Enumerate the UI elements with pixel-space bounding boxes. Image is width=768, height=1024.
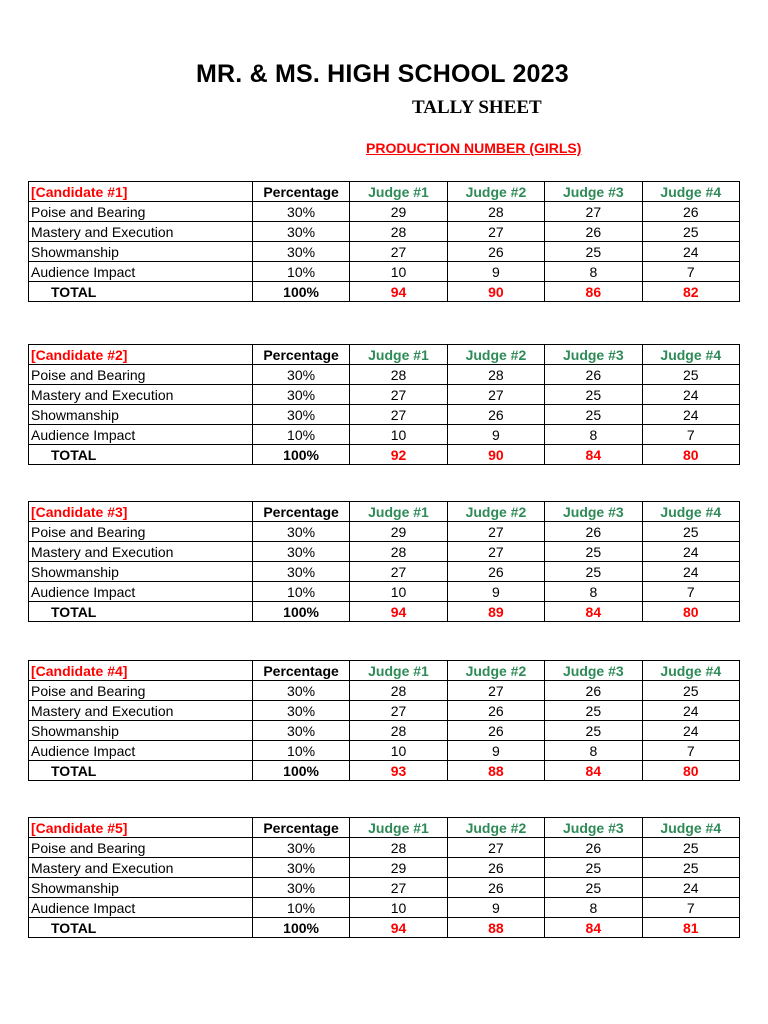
- judge-3-score: 8: [545, 262, 642, 282]
- document-title: MR. & MS. HIGH SCHOOL 2023: [196, 60, 569, 88]
- judge-4-score: 25: [642, 522, 739, 542]
- judge-1-total: 92: [350, 445, 447, 465]
- judge-1-header: Judge #1: [350, 182, 447, 202]
- table-row: [29, 838, 740, 858]
- judge-3-score: 27: [545, 202, 642, 222]
- tally-table-candidate-1: [28, 181, 740, 302]
- judge-1-score: 10: [350, 582, 447, 602]
- total-percentage: 100%: [252, 761, 349, 781]
- table-row: [29, 385, 740, 405]
- judge-3-total: 84: [545, 602, 642, 622]
- percentage-header: Percentage: [252, 502, 349, 522]
- judge-4-score: 7: [642, 262, 739, 282]
- judge-2-score: 27: [447, 838, 544, 858]
- judge-2-total: 88: [447, 918, 544, 938]
- judge-2-score: 27: [447, 542, 544, 562]
- criterion-label: Mastery and Execution: [29, 858, 253, 878]
- table-row: [29, 242, 740, 262]
- judge-1-score: 10: [350, 425, 447, 445]
- judge-2-header: Judge #2: [447, 345, 544, 365]
- table-row: [29, 522, 740, 542]
- judge-4-header: Judge #4: [642, 661, 739, 681]
- table-row: [29, 562, 740, 582]
- criterion-label: Mastery and Execution: [29, 701, 253, 721]
- judge-4-total: 80: [642, 761, 739, 781]
- judge-1-score: 28: [350, 222, 447, 242]
- judge-2-score: 26: [447, 721, 544, 741]
- table-row: [29, 858, 740, 878]
- judge-1-score: 27: [350, 405, 447, 425]
- criterion-label: Poise and Bearing: [29, 681, 253, 701]
- criterion-percentage: 30%: [252, 838, 349, 858]
- judge-2-total: 89: [447, 602, 544, 622]
- table-row: [29, 202, 740, 222]
- table-header-row: [29, 502, 740, 522]
- table-row: [29, 222, 740, 242]
- judge-1-score: 10: [350, 262, 447, 282]
- criterion-percentage: 10%: [252, 262, 349, 282]
- section-title: PRODUCTION NUMBER (GIRLS): [366, 140, 582, 156]
- judge-2-score: 27: [447, 681, 544, 701]
- judge-3-score: 25: [545, 878, 642, 898]
- tally-table-candidate-3: [28, 501, 740, 622]
- criterion-percentage: 30%: [252, 878, 349, 898]
- criterion-label: Poise and Bearing: [29, 365, 253, 385]
- judge-1-score: 10: [350, 898, 447, 918]
- judge-3-score: 26: [545, 222, 642, 242]
- criterion-label: Poise and Bearing: [29, 522, 253, 542]
- total-label: TOTAL: [29, 761, 253, 781]
- table-row: [29, 582, 740, 602]
- judge-3-total: 84: [545, 761, 642, 781]
- table-row: [29, 542, 740, 562]
- judge-4-score: 25: [642, 222, 739, 242]
- table-row: [29, 405, 740, 425]
- judge-4-total: 82: [642, 282, 739, 302]
- judge-4-total: 80: [642, 602, 739, 622]
- tally-table-candidate-4: [28, 660, 740, 781]
- total-row: [29, 445, 740, 465]
- document-subtitle: TALLY SHEET: [412, 97, 542, 118]
- judge-2-score: 9: [447, 262, 544, 282]
- judge-1-score: 28: [350, 365, 447, 385]
- judge-1-score: 29: [350, 522, 447, 542]
- judge-4-total: 80: [642, 445, 739, 465]
- criterion-label: Audience Impact: [29, 582, 253, 602]
- total-percentage: 100%: [252, 918, 349, 938]
- judge-3-total: 84: [545, 918, 642, 938]
- judge-1-header: Judge #1: [350, 661, 447, 681]
- judge-3-header: Judge #3: [545, 661, 642, 681]
- judge-4-score: 25: [642, 858, 739, 878]
- judge-3-score: 26: [545, 365, 642, 385]
- total-percentage: 100%: [252, 445, 349, 465]
- judge-1-score: 10: [350, 741, 447, 761]
- tally-table-candidate-5: [28, 817, 740, 938]
- judge-2-score: 28: [447, 202, 544, 222]
- judge-1-score: 28: [350, 681, 447, 701]
- total-row: [29, 918, 740, 938]
- judge-3-score: 8: [545, 425, 642, 445]
- judge-1-header: Judge #1: [350, 818, 447, 838]
- candidate-label: [Candidate #5]: [29, 818, 253, 838]
- judge-4-score: 25: [642, 681, 739, 701]
- judge-4-score: 24: [642, 878, 739, 898]
- judge-3-header: Judge #3: [545, 502, 642, 522]
- total-row: [29, 282, 740, 302]
- judge-1-header: Judge #1: [350, 502, 447, 522]
- total-row: [29, 761, 740, 781]
- judge-2-total: 88: [447, 761, 544, 781]
- judge-3-score: 8: [545, 582, 642, 602]
- total-label: TOTAL: [29, 445, 253, 465]
- judge-4-total: 81: [642, 918, 739, 938]
- candidate-label: [Candidate #4]: [29, 661, 253, 681]
- judge-3-total: 84: [545, 445, 642, 465]
- judge-1-total: 94: [350, 602, 447, 622]
- criterion-label: Showmanship: [29, 405, 253, 425]
- table-header-row: [29, 182, 740, 202]
- judge-3-score: 25: [545, 405, 642, 425]
- judge-2-header: Judge #2: [447, 661, 544, 681]
- criterion-percentage: 30%: [252, 681, 349, 701]
- judge-3-score: 8: [545, 741, 642, 761]
- judge-1-score: 29: [350, 858, 447, 878]
- criterion-percentage: 30%: [252, 222, 349, 242]
- judge-2-total: 90: [447, 445, 544, 465]
- judge-1-score: 28: [350, 542, 447, 562]
- judge-4-header: Judge #4: [642, 345, 739, 365]
- table-row: [29, 741, 740, 761]
- criterion-label: Audience Impact: [29, 741, 253, 761]
- table-row: [29, 262, 740, 282]
- judge-1-score: 27: [350, 385, 447, 405]
- judge-3-total: 86: [545, 282, 642, 302]
- total-label: TOTAL: [29, 282, 253, 302]
- judge-4-score: 26: [642, 202, 739, 222]
- judge-3-score: 25: [545, 721, 642, 741]
- criterion-label: Poise and Bearing: [29, 838, 253, 858]
- judge-4-header: Judge #4: [642, 182, 739, 202]
- criterion-label: Showmanship: [29, 242, 253, 262]
- judge-4-score: 25: [642, 365, 739, 385]
- judge-3-score: 25: [545, 562, 642, 582]
- judge-1-score: 27: [350, 701, 447, 721]
- table-row: [29, 425, 740, 445]
- judge-2-score: 28: [447, 365, 544, 385]
- judge-2-score: 26: [447, 878, 544, 898]
- judge-2-header: Judge #2: [447, 818, 544, 838]
- criterion-percentage: 30%: [252, 701, 349, 721]
- judge-2-total: 90: [447, 282, 544, 302]
- percentage-header: Percentage: [252, 345, 349, 365]
- total-percentage: 100%: [252, 602, 349, 622]
- table-row: [29, 721, 740, 741]
- criterion-label: Audience Impact: [29, 262, 253, 282]
- judge-2-header: Judge #2: [447, 502, 544, 522]
- total-label: TOTAL: [29, 602, 253, 622]
- candidate-label: [Candidate #2]: [29, 345, 253, 365]
- judge-2-score: 27: [447, 385, 544, 405]
- judge-1-score: 28: [350, 721, 447, 741]
- judge-1-score: 28: [350, 838, 447, 858]
- table-row: [29, 878, 740, 898]
- judge-2-header: Judge #2: [447, 182, 544, 202]
- judge-1-score: 27: [350, 878, 447, 898]
- judge-1-total: 94: [350, 282, 447, 302]
- criterion-percentage: 30%: [252, 242, 349, 262]
- judge-4-score: 24: [642, 721, 739, 741]
- judge-2-score: 26: [447, 858, 544, 878]
- criterion-label: Poise and Bearing: [29, 202, 253, 222]
- criterion-percentage: 30%: [252, 542, 349, 562]
- table-row: [29, 898, 740, 918]
- judge-4-score: 24: [642, 701, 739, 721]
- criterion-label: Showmanship: [29, 721, 253, 741]
- judge-4-score: 24: [642, 542, 739, 562]
- judge-3-score: 26: [545, 522, 642, 542]
- judge-3-score: 26: [545, 838, 642, 858]
- judge-1-total: 93: [350, 761, 447, 781]
- judge-4-header: Judge #4: [642, 818, 739, 838]
- judge-3-score: 25: [545, 385, 642, 405]
- judge-3-header: Judge #3: [545, 818, 642, 838]
- criterion-label: Audience Impact: [29, 898, 253, 918]
- judge-4-score: 7: [642, 425, 739, 445]
- criterion-percentage: 10%: [252, 425, 349, 445]
- judge-4-score: 24: [642, 242, 739, 262]
- judge-2-score: 27: [447, 222, 544, 242]
- judge-3-score: 25: [545, 542, 642, 562]
- judge-2-score: 26: [447, 242, 544, 262]
- criterion-label: Showmanship: [29, 878, 253, 898]
- candidate-label: [Candidate #1]: [29, 182, 253, 202]
- judge-3-header: Judge #3: [545, 182, 642, 202]
- tally-table-candidate-2: [28, 344, 740, 465]
- judge-1-total: 94: [350, 918, 447, 938]
- criterion-percentage: 30%: [252, 405, 349, 425]
- judge-3-header: Judge #3: [545, 345, 642, 365]
- judge-4-score: 7: [642, 898, 739, 918]
- judge-3-score: 25: [545, 242, 642, 262]
- percentage-header: Percentage: [252, 182, 349, 202]
- judge-1-score: 27: [350, 562, 447, 582]
- judge-4-score: 7: [642, 582, 739, 602]
- criterion-percentage: 30%: [252, 385, 349, 405]
- judge-4-score: 7: [642, 741, 739, 761]
- percentage-header: Percentage: [252, 661, 349, 681]
- judge-4-score: 24: [642, 405, 739, 425]
- criterion-percentage: 30%: [252, 858, 349, 878]
- judge-2-score: 26: [447, 701, 544, 721]
- judge-4-score: 24: [642, 385, 739, 405]
- criterion-percentage: 10%: [252, 582, 349, 602]
- criterion-label: Mastery and Execution: [29, 385, 253, 405]
- judge-4-score: 24: [642, 562, 739, 582]
- judge-2-score: 9: [447, 741, 544, 761]
- candidate-label: [Candidate #3]: [29, 502, 253, 522]
- criterion-percentage: 30%: [252, 562, 349, 582]
- judge-2-score: 9: [447, 582, 544, 602]
- judge-3-score: 26: [545, 681, 642, 701]
- judge-2-score: 26: [447, 562, 544, 582]
- table-row: [29, 365, 740, 385]
- table-header-row: [29, 661, 740, 681]
- percentage-header: Percentage: [252, 818, 349, 838]
- table-row: [29, 681, 740, 701]
- judge-3-score: 25: [545, 701, 642, 721]
- judge-1-header: Judge #1: [350, 345, 447, 365]
- criterion-percentage: 30%: [252, 365, 349, 385]
- judge-2-score: 27: [447, 522, 544, 542]
- judge-2-score: 9: [447, 425, 544, 445]
- judge-4-header: Judge #4: [642, 502, 739, 522]
- criterion-percentage: 10%: [252, 898, 349, 918]
- total-percentage: 100%: [252, 282, 349, 302]
- table-header-row: [29, 818, 740, 838]
- judge-3-score: 25: [545, 858, 642, 878]
- criterion-percentage: 10%: [252, 741, 349, 761]
- criterion-percentage: 30%: [252, 721, 349, 741]
- judge-1-score: 29: [350, 202, 447, 222]
- table-row: [29, 701, 740, 721]
- criterion-label: Mastery and Execution: [29, 222, 253, 242]
- criterion-percentage: 30%: [252, 522, 349, 542]
- judge-3-score: 8: [545, 898, 642, 918]
- judge-2-score: 9: [447, 898, 544, 918]
- table-header-row: [29, 345, 740, 365]
- judge-2-score: 26: [447, 405, 544, 425]
- judge-1-score: 27: [350, 242, 447, 262]
- criterion-label: Mastery and Execution: [29, 542, 253, 562]
- criterion-label: Showmanship: [29, 562, 253, 582]
- judge-4-score: 25: [642, 838, 739, 858]
- total-label: TOTAL: [29, 918, 253, 938]
- total-row: [29, 602, 740, 622]
- criterion-percentage: 30%: [252, 202, 349, 222]
- criterion-label: Audience Impact: [29, 425, 253, 445]
